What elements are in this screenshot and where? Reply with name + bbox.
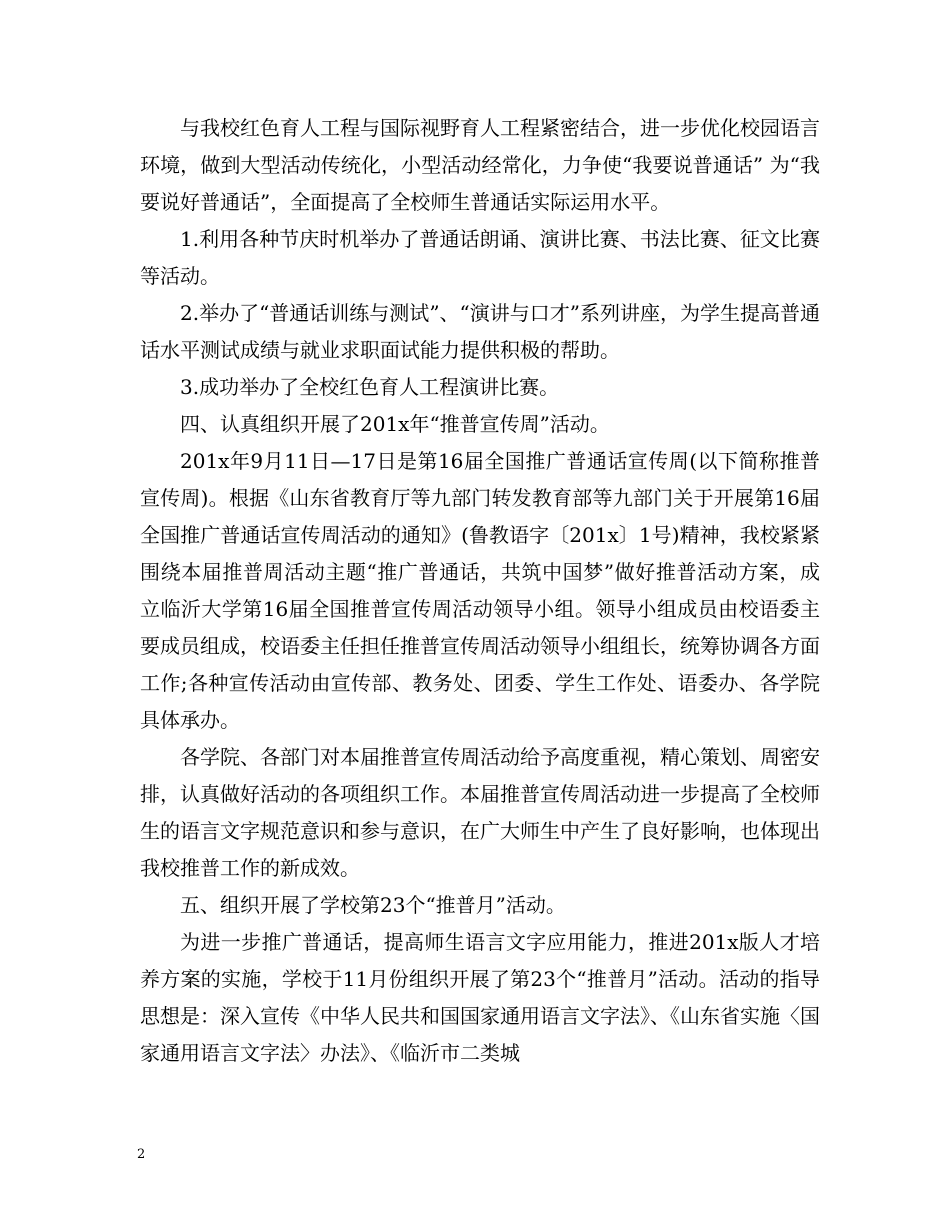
paragraph: 1.利用各种节庆时机举办了普通话朗诵、演讲比赛、书法比赛、征文比赛等活动。 <box>140 227 820 288</box>
section-heading: 四、认真组织开展了201x年“推普宣传周”活动。 <box>180 412 610 436</box>
section-heading: 五、组织开展了学校第23个“推普月”活动。 <box>180 893 566 917</box>
paragraph: 2.举办了“普通话训练与测试”、“演讲与口才”系列讲座，为学生提高普通话水平测试成绩与就业求职面试能力提供积极的帮助。 <box>140 301 820 362</box>
document-body <box>140 110 820 1072</box>
paragraph: 与我校红色育人工程与国际视野育人工程紧密结合，进一步优化校园语言环境，做到大型活动传统化，小型活动经常化，力争使“我要说普通话” 为“我要说好普通话”，全面提高了全校师生普通话实际运用水平。 <box>140 116 820 214</box>
paragraph: 201x年9月11日—17日是第16届全国推广普通话宣传周(以下简称推普宣传周)。根据《山东省教育厅等九部门转发教育部等九部门关于开展第16届全国推广普通话宣传周活动的通知》(鲁教语字〔201x〕1号)精神，我校紧紧围绕本届推普周活动主题“推广普通话，共筑中国梦”做好推普活动方案，成立临沂大学第16届全国推普宣传周活动领导小组。领导小组成员由校语委主要成员组成，校语委主任担任推普宣传周活动领导小组组长，统筹协调各方面工作;各种宣传活动由宣传部、教务处、团委、学生工作处、语委办、各学院具体承办。 <box>140 449 820 732</box>
paragraph: 为进一步推广普通话，提高师生语言文字应用能力，推进201x版人才培养方案的实施，学校于11月份组织开展了第23个“推普月”活动。活动的指导思想是：深入宣传《中华人民共和国国家通用语言文字法》、《山东省实施〈国家通用语言文字法〉办法》、《临沂市二类城 <box>140 930 820 1065</box>
paragraph: 3.成功举办了全校红色育人工程演讲比赛。 <box>180 375 560 399</box>
page-number: 2 <box>137 1147 146 1162</box>
paragraph: 各学院、各部门对本届推普宣传周活动给予高度重视，精心策划、周密安排，认真做好活动的各项组织工作。本届推普宣传周活动进一步提高了全校师生的语言文字规范意识和参与意识，在广大师生中产生了良好影响，也体现出我校推普工作的新成效。 <box>140 745 820 880</box>
